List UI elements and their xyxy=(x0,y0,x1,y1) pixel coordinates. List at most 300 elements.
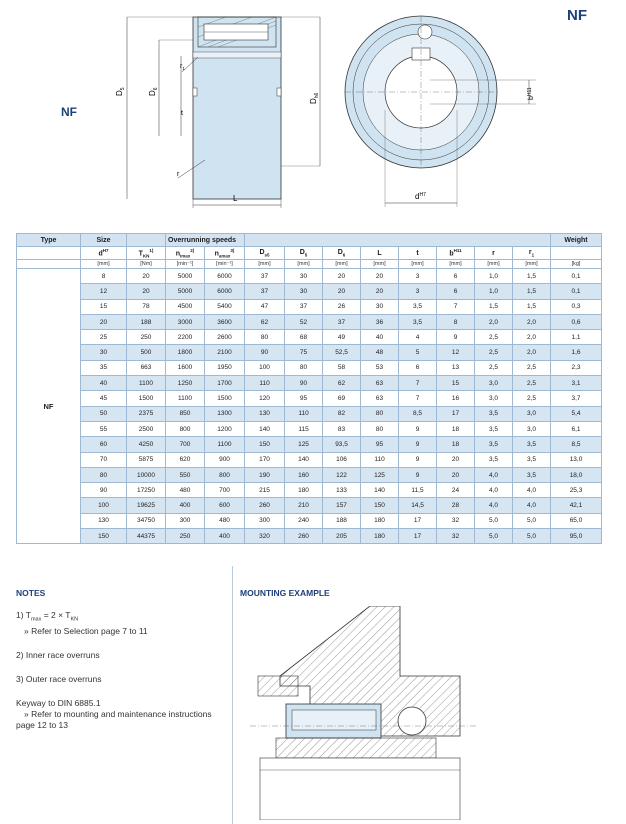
table-cell: 6000 xyxy=(205,284,245,299)
d5-symbol-header: $D_5$ xyxy=(285,247,323,260)
table-cell: 3 xyxy=(399,269,437,284)
table-row xyxy=(17,421,602,436)
table-cell: 62 xyxy=(245,314,285,329)
unit-header: [mm] xyxy=(323,260,361,269)
table-cell: 30 xyxy=(361,299,399,314)
table-cell: 1500 xyxy=(205,391,245,406)
table-cell: 90 xyxy=(245,345,285,360)
table-cell: 20 xyxy=(437,467,475,482)
table-cell: 37 xyxy=(285,299,323,314)
weight-column-header: Weight xyxy=(551,234,602,247)
table-cell: 37 xyxy=(323,314,361,329)
table-cell: 2,0 xyxy=(475,314,513,329)
table-cell: 13 xyxy=(437,360,475,375)
table-cell: 130 xyxy=(81,513,127,528)
table-cell: 19625 xyxy=(127,498,166,513)
table-cell: 5,4 xyxy=(551,406,602,421)
table-cell: 500 xyxy=(127,345,166,360)
table-cell: 3,1 xyxy=(551,376,602,391)
table-cell: 0,6 xyxy=(551,314,602,329)
table-cell: 9 xyxy=(399,452,437,467)
table-cell: 8,5 xyxy=(551,437,602,452)
table-cell: 17 xyxy=(437,406,475,421)
table-cell: 20 xyxy=(361,269,399,284)
table-row xyxy=(17,269,602,284)
table-cell: 0,3 xyxy=(551,299,602,314)
unit-header: [min⁻¹] xyxy=(205,260,245,269)
table-cell: 68 xyxy=(285,330,323,345)
unit-header: [mm] xyxy=(245,260,285,269)
table-row xyxy=(17,513,602,528)
table-cell: 115 xyxy=(285,421,323,436)
table-row xyxy=(17,452,602,467)
table-cell: 36 xyxy=(361,314,399,329)
table-row xyxy=(17,314,602,329)
table-cell: 130 xyxy=(245,406,285,421)
table-cell: 3,5 xyxy=(475,406,513,421)
specification-table-body xyxy=(17,269,602,544)
table-cell: 110 xyxy=(245,376,285,391)
table-cell: 125 xyxy=(361,467,399,482)
table-cell: 700 xyxy=(205,483,245,498)
unit-header: [mm] xyxy=(475,260,513,269)
namax-symbol-header: $n_{amax}^{3)}$ xyxy=(205,247,245,260)
table-cell: 160 xyxy=(285,467,323,482)
table-cell: 3,0 xyxy=(513,406,551,421)
table-row xyxy=(17,529,602,544)
table-cell: 3600 xyxy=(205,314,245,329)
table-cell: 4,0 xyxy=(475,483,513,498)
table-cell: 1100 xyxy=(127,376,166,391)
notes-section xyxy=(16,588,226,731)
table-cell: 6,1 xyxy=(551,421,602,436)
product-type-title: NF xyxy=(61,105,77,119)
table-cell: 180 xyxy=(361,529,399,544)
table-cell: 3,5 xyxy=(513,467,551,482)
table-cell: 80 xyxy=(361,406,399,421)
table-cell: 1,0 xyxy=(475,284,513,299)
table-cell: 125 xyxy=(285,437,323,452)
table-cell: 63 xyxy=(361,376,399,391)
table-cell: 180 xyxy=(285,483,323,498)
table-cell: 2,5 xyxy=(475,330,513,345)
table-cell: 4250 xyxy=(127,437,166,452)
table-cell: 11,5 xyxy=(399,483,437,498)
table-cell: 9 xyxy=(399,467,437,482)
table-cell: 6 xyxy=(399,360,437,375)
table-cell: 58 xyxy=(323,360,361,375)
table-cell: 93,5 xyxy=(323,437,361,452)
table-cell: 8,5 xyxy=(399,406,437,421)
table-cell: 157 xyxy=(323,498,361,513)
table-cell: 2200 xyxy=(166,330,205,345)
table-cell: 69 xyxy=(323,391,361,406)
table-cell: 32 xyxy=(437,513,475,528)
table-cell: 1,0 xyxy=(475,269,513,284)
table-cell: 15 xyxy=(437,376,475,391)
table-cell: 80 xyxy=(81,467,127,482)
table-cell: 30 xyxy=(285,269,323,284)
dim-dh6-label: $D_{h6}$ xyxy=(309,92,320,104)
dim-r1-label: $r_1$ xyxy=(180,63,185,71)
table-cell: 260 xyxy=(245,498,285,513)
table-cell: 6 xyxy=(437,284,475,299)
dim-dh7-label: $d^{H7}$ xyxy=(415,192,426,201)
table-cell: 3,5 xyxy=(399,299,437,314)
table-cell: 2,0 xyxy=(513,345,551,360)
unit-header: [mm] xyxy=(285,260,323,269)
table-cell: 800 xyxy=(205,467,245,482)
table-cell: 620 xyxy=(166,452,205,467)
table-cell: 1300 xyxy=(205,406,245,421)
table-cell: 2,5 xyxy=(513,360,551,375)
table-cell: 5000 xyxy=(166,269,205,284)
table-cell: 26 xyxy=(323,299,361,314)
front-view-drawing xyxy=(345,16,536,207)
blank-header xyxy=(127,234,166,247)
table-cell: 480 xyxy=(166,483,205,498)
table-cell: 18 xyxy=(437,437,475,452)
section-divider xyxy=(232,566,233,824)
table-cell: 42,1 xyxy=(551,498,602,513)
table-cell: 3,5 xyxy=(513,437,551,452)
table-cell: 1700 xyxy=(205,376,245,391)
table-cell: 5000 xyxy=(166,284,205,299)
table-cell: 44375 xyxy=(127,529,166,544)
table-cell: 2,5 xyxy=(513,376,551,391)
table-cell: 1800 xyxy=(166,345,205,360)
table-cell: 4,0 xyxy=(513,483,551,498)
table-row xyxy=(17,345,602,360)
table-cell: 50 xyxy=(81,406,127,421)
table-cell: 95,0 xyxy=(551,529,602,544)
table-cell: 5,0 xyxy=(513,529,551,544)
table-cell: 7 xyxy=(399,391,437,406)
table-cell: 600 xyxy=(205,498,245,513)
table-cell: 2600 xyxy=(205,330,245,345)
table-cell: 1,5 xyxy=(475,299,513,314)
table-cell: 1250 xyxy=(166,376,205,391)
table-cell: 1600 xyxy=(166,360,205,375)
table-cell: 300 xyxy=(166,513,205,528)
table-cell: 2,0 xyxy=(513,314,551,329)
table-cell: 3,0 xyxy=(513,421,551,436)
r1-symbol-header: $r_1$ xyxy=(513,247,551,260)
table-cell: 5 xyxy=(399,345,437,360)
table-cell: 55 xyxy=(81,421,127,436)
table-cell: 16 xyxy=(437,391,475,406)
keyway-reference: » Refer to mounting and maintenance instructions xyxy=(24,708,212,719)
table-cell: 1950 xyxy=(205,360,245,375)
unit-header: [min⁻¹] xyxy=(166,260,205,269)
table-cell: 14,5 xyxy=(399,498,437,513)
table-cell: 6 xyxy=(437,269,475,284)
table-cell: 60 xyxy=(81,437,127,452)
table-cell: 2,5 xyxy=(475,345,513,360)
table-cell: 3,5 xyxy=(475,421,513,436)
table-cell: 13,0 xyxy=(551,452,602,467)
table-cell: 3,0 xyxy=(475,376,513,391)
table-cell: 3,5 xyxy=(399,314,437,329)
table-cell: 37 xyxy=(245,284,285,299)
table-cell: 0,1 xyxy=(551,284,602,299)
table-cell: 3,0 xyxy=(475,391,513,406)
tkn-symbol-header: $T_{KN}^{1)}$ xyxy=(127,247,166,260)
table-cell: 0,1 xyxy=(551,269,602,284)
table-cell: 65,0 xyxy=(551,513,602,528)
l-symbol-header: L xyxy=(361,247,399,260)
table-cell: 140 xyxy=(285,452,323,467)
blank-header xyxy=(17,260,81,269)
keyway-note: Keyway to DIN 6885.1 xyxy=(16,697,101,708)
table-cell: 62 xyxy=(323,376,361,391)
table-cell: 1,5 xyxy=(513,284,551,299)
dim-d5-label: $D_5$ xyxy=(115,87,126,96)
t-symbol-header: t xyxy=(399,247,437,260)
table-cell: 20 xyxy=(81,314,127,329)
dim-bh11-label: $b^{H11}$ xyxy=(527,87,535,100)
table-cell: 4,0 xyxy=(475,467,513,482)
table-cell: 400 xyxy=(166,498,205,513)
table-cell: 12 xyxy=(81,284,127,299)
table-cell: 150 xyxy=(245,437,285,452)
table-cell: 4500 xyxy=(166,299,205,314)
table-cell: 49 xyxy=(323,330,361,345)
unit-header: [mm] xyxy=(399,260,437,269)
d6-symbol-header: $D_6$ xyxy=(323,247,361,260)
blank-header xyxy=(551,247,602,260)
table-cell: 1,5 xyxy=(513,299,551,314)
table-cell: 800 xyxy=(166,421,205,436)
note-1: 1) $T_{max} = 2 \times T_{KN}$ xyxy=(16,610,79,623)
table-cell: 25,3 xyxy=(551,483,602,498)
page-corner-title: NF xyxy=(567,7,587,24)
table-cell: 63 xyxy=(361,391,399,406)
table-cell: 120 xyxy=(245,391,285,406)
table-cell: 80 xyxy=(245,330,285,345)
table-cell: 1,6 xyxy=(551,345,602,360)
table-cell: 320 xyxy=(245,529,285,544)
table-cell: 4,0 xyxy=(475,498,513,513)
notes-heading: NOTES xyxy=(16,588,46,598)
table-cell: 52 xyxy=(285,314,323,329)
table-cell: 1,5 xyxy=(513,269,551,284)
table-cell: 260 xyxy=(285,529,323,544)
table-cell: 70 xyxy=(81,452,127,467)
table-cell: 80 xyxy=(361,421,399,436)
table-cell: 150 xyxy=(81,529,127,544)
table-cell: 215 xyxy=(245,483,285,498)
table-row xyxy=(17,467,602,482)
table-row xyxy=(17,391,602,406)
table-cell: 3,5 xyxy=(475,452,513,467)
table-cell: 53 xyxy=(361,360,399,375)
table-cell: 48 xyxy=(361,345,399,360)
table-cell: 20 xyxy=(127,284,166,299)
b-symbol-header: $b^{H11}$ xyxy=(437,247,475,260)
table-cell: 6000 xyxy=(205,269,245,284)
table-cell: 82 xyxy=(323,406,361,421)
table-cell: 900 xyxy=(205,452,245,467)
table-row xyxy=(17,330,602,345)
table-cell: 100 xyxy=(81,498,127,513)
table-cell: 30 xyxy=(81,345,127,360)
table-cell: 140 xyxy=(361,483,399,498)
unit-header: [Nm] xyxy=(127,260,166,269)
table-cell: 2,5 xyxy=(513,391,551,406)
specification-table xyxy=(16,233,602,544)
table-row xyxy=(17,498,602,513)
table-cell: 3000 xyxy=(166,314,205,329)
table-cell: 18,0 xyxy=(551,467,602,482)
table-cell: 180 xyxy=(361,513,399,528)
table-cell: 40 xyxy=(361,330,399,345)
table-cell: 4,0 xyxy=(513,498,551,513)
table-cell: 80 xyxy=(285,360,323,375)
unit-header: [mm] xyxy=(437,260,475,269)
note-3: 3) Outer race overruns xyxy=(16,673,102,684)
table-cell: 122 xyxy=(323,467,361,482)
unit-header: [mm] xyxy=(361,260,399,269)
table-cell: 3,5 xyxy=(475,437,513,452)
table-row xyxy=(17,360,602,375)
table-cell: 12 xyxy=(437,345,475,360)
table-cell: 5400 xyxy=(205,299,245,314)
table-cell: 20 xyxy=(323,284,361,299)
table-cell: 3,7 xyxy=(551,391,602,406)
table-cell: 188 xyxy=(127,314,166,329)
table-cell: 5,0 xyxy=(475,529,513,544)
table-cell: 2375 xyxy=(127,406,166,421)
table-cell: 850 xyxy=(166,406,205,421)
unit-header: [kg] xyxy=(551,260,602,269)
unit-header: [mm] xyxy=(513,260,551,269)
table-cell: 150 xyxy=(361,498,399,513)
table-cell: 24 xyxy=(437,483,475,498)
table-cell: 37 xyxy=(245,269,285,284)
table-cell: 106 xyxy=(323,452,361,467)
table-cell: 300 xyxy=(245,513,285,528)
table-cell: 90 xyxy=(81,483,127,498)
blank-header xyxy=(17,247,81,260)
table-cell: 17 xyxy=(399,529,437,544)
table-cell: 95 xyxy=(361,437,399,452)
table-cell: 20 xyxy=(437,452,475,467)
table-row xyxy=(17,284,602,299)
table-cell: 110 xyxy=(285,406,323,421)
table-cell: 20 xyxy=(323,269,361,284)
table-cell: 205 xyxy=(323,529,361,544)
table-cell: 20 xyxy=(361,284,399,299)
table-cell: 2,3 xyxy=(551,360,602,375)
table-cell: 1100 xyxy=(166,391,205,406)
table-cell: 170 xyxy=(245,452,285,467)
table-cell: 250 xyxy=(127,330,166,345)
dim-d6-label: $D_6$ xyxy=(148,87,159,96)
table-row xyxy=(17,299,602,314)
table-cell: 15 xyxy=(81,299,127,314)
table-row xyxy=(17,406,602,421)
table-cell: 95 xyxy=(285,391,323,406)
table-cell: 100 xyxy=(245,360,285,375)
table-cell: 550 xyxy=(166,467,205,482)
ds5-symbol-header: $D_{s5}$ xyxy=(245,247,285,260)
table-cell: 3 xyxy=(399,284,437,299)
table-cell: 9 xyxy=(399,421,437,436)
table-cell: 8 xyxy=(81,269,127,284)
r-symbol-header: r xyxy=(475,247,513,260)
table-cell: 40 xyxy=(81,376,127,391)
table-cell: 9 xyxy=(437,330,475,345)
table-cell: 240 xyxy=(285,513,323,528)
table-cell: 140 xyxy=(245,421,285,436)
table-cell: 7 xyxy=(399,376,437,391)
table-cell: 25 xyxy=(81,330,127,345)
size-column-header: Size xyxy=(81,234,127,247)
table-cell: 5,0 xyxy=(475,513,513,528)
table-cell: 47 xyxy=(245,299,285,314)
table-row xyxy=(17,483,602,498)
d-symbol-header: $d^{H7}$ xyxy=(81,247,127,260)
table-cell: 210 xyxy=(285,498,323,513)
table-cell: 1100 xyxy=(205,437,245,452)
table-row xyxy=(17,376,602,391)
table-cell: 480 xyxy=(205,513,245,528)
table-cell: 45 xyxy=(81,391,127,406)
technical-drawings xyxy=(0,0,626,230)
table-cell: 35 xyxy=(81,360,127,375)
table-cell: 34750 xyxy=(127,513,166,528)
table-cell: 1200 xyxy=(205,421,245,436)
type-cell: NF xyxy=(17,269,81,544)
table-row xyxy=(17,437,602,452)
table-cell: 2100 xyxy=(205,345,245,360)
table-cell: 190 xyxy=(245,467,285,482)
table-cell: 75 xyxy=(285,345,323,360)
table-cell: 1,1 xyxy=(551,330,602,345)
table-cell: 1500 xyxy=(127,391,166,406)
table-cell: 250 xyxy=(166,529,205,544)
dim-t-label: t xyxy=(181,110,183,117)
nimax-symbol-header: $n_{imax}^{2)}$ xyxy=(166,247,205,260)
overrunning-speeds-header: Overrunning speeds xyxy=(166,234,245,247)
note-1-reference: » Refer to Selection page 7 to 11 xyxy=(24,625,148,636)
table-cell: 4 xyxy=(399,330,437,345)
table-cell: 90 xyxy=(285,376,323,391)
table-cell: 32 xyxy=(437,529,475,544)
mounting-example-heading: MOUNTING EXAMPLE xyxy=(240,588,330,598)
table-cell: 52,5 xyxy=(323,345,361,360)
table-cell: 188 xyxy=(323,513,361,528)
table-cell: 663 xyxy=(127,360,166,375)
table-cell: 5875 xyxy=(127,452,166,467)
table-cell: 30 xyxy=(285,284,323,299)
note-2: 2) Inner race overruns xyxy=(16,649,100,660)
table-cell: 2,5 xyxy=(475,360,513,375)
unit-header: [mm] xyxy=(81,260,127,269)
table-cell: 10000 xyxy=(127,467,166,482)
table-cell: 2500 xyxy=(127,421,166,436)
dim-l-label: L xyxy=(233,194,238,203)
table-cell: 28 xyxy=(437,498,475,513)
table-cell: 78 xyxy=(127,299,166,314)
table-cell: 133 xyxy=(323,483,361,498)
table-cell: 20 xyxy=(127,269,166,284)
table-cell: 17250 xyxy=(127,483,166,498)
dim-r-label: r xyxy=(177,171,180,178)
side-view-drawing xyxy=(127,17,320,208)
table-cell: 18 xyxy=(437,421,475,436)
